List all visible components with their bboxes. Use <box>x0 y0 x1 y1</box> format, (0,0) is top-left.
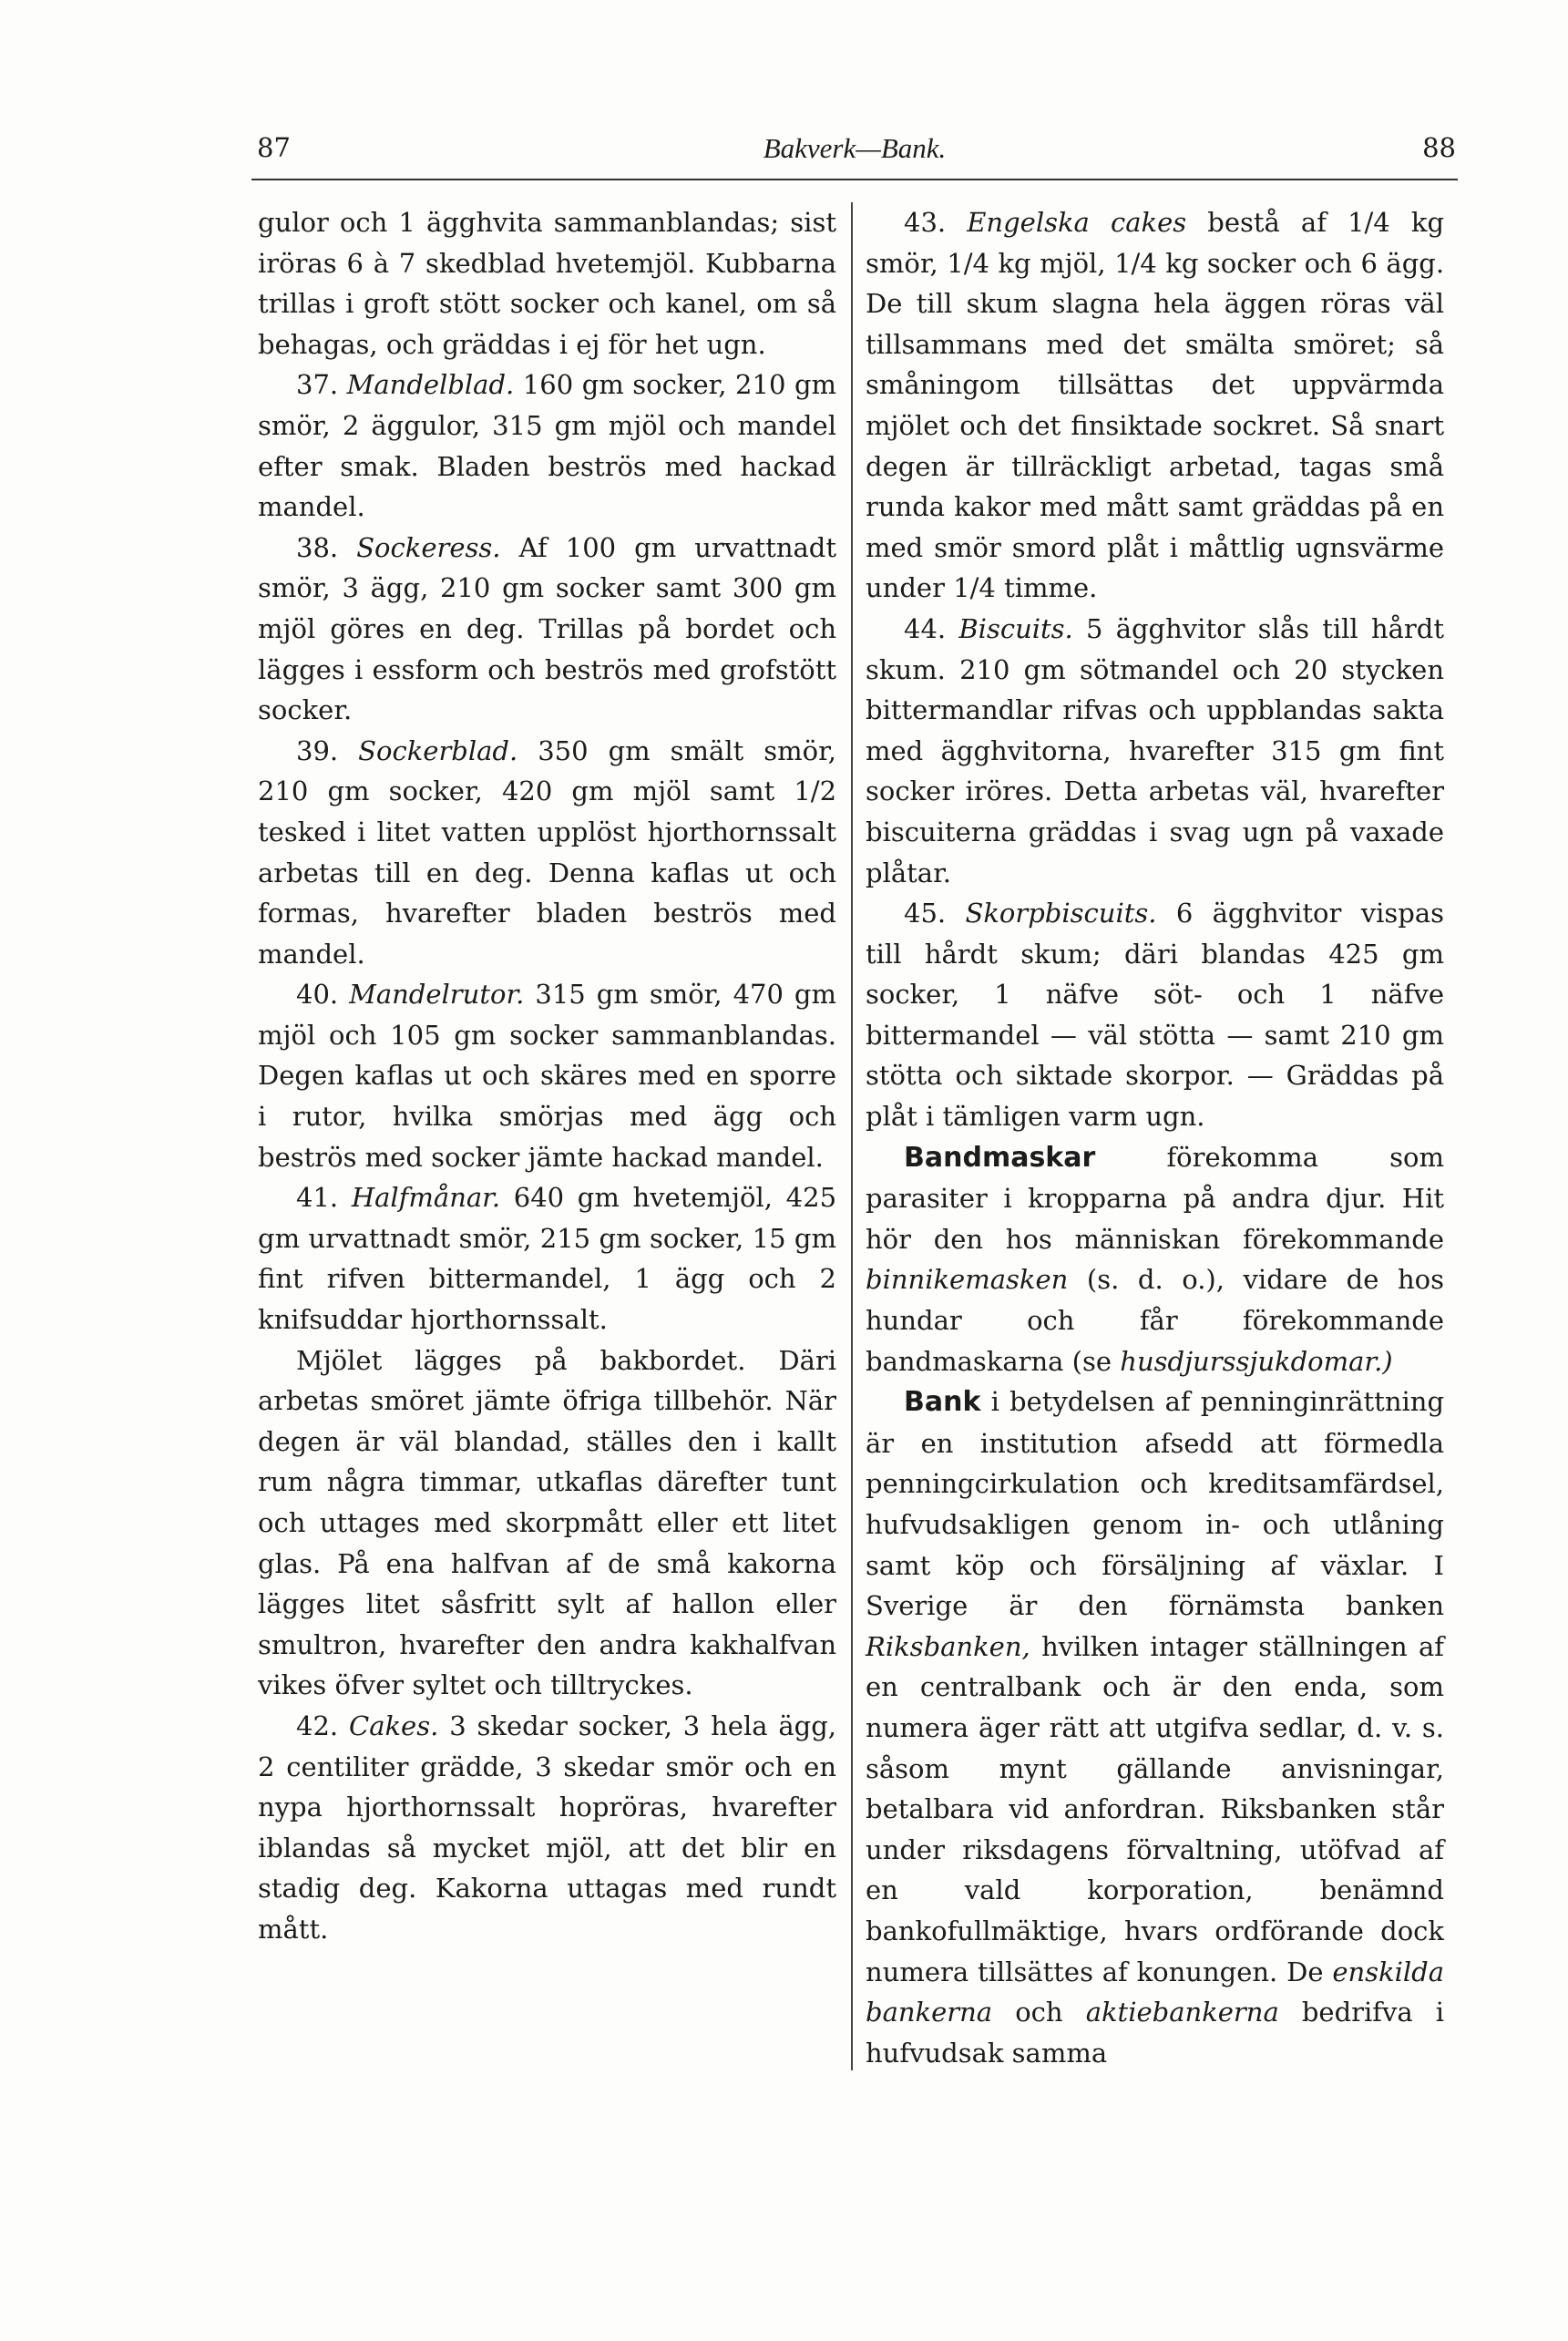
recipe-41-method: Mjölet lägges på bakbordet. Däri arbetas smöret jämte öfriga tillbehör. När degen är väl blandad, ställes den i kallt rum några timmar, utkaflas därefter tunt och uttages med skorpmått eller ett litet glas. På ena halfvan af de små kakorna lägges litet såsfritt sylt af hallon eller smultron, hvarefter den andra kakhalfvan vikes öfver syltet och tilltryckes. <box>258 1344 836 1701</box>
recipe-43: 43. Engelska cakes bestå af 1/4 kg smör, 1/4 kg mjöl, 1/4 kg socker och 6 ägg. De till skum slagna hela äggen röras väl tillsammans med det smälta smöret; så småningom tillsättas det uppvärmda mjölet och det finsiktade sockret. Så snart degen är tillräckligt arbetad, tagas små runda kakor med mått samt gräddas på en med smör smord plåt i måttlig ugnsvärme under 1/4 timme. <box>866 207 1445 604</box>
column-divider <box>851 202 853 2070</box>
headword-bank: Bank <box>904 1386 981 1419</box>
recipe-38: 38. Sockeress. Af 100 gm urvattnadt smör, 3 ägg, 210 gm socker samt 300 gm mjöl göres en deg. Trillas på bordet och lägges i essform och beströs med grofstött socker. <box>258 531 837 726</box>
entry-bank: Bank i betydelsen af penninginrättning är en institution afsedd att förmedla penningcirkulation och kreditsamfärdsel, hufvudsakligen genom in- och utlåning samt köp och försäljning af växlar. I Sverige är den förnämsta banken Riksbanken, hvilken intager ställningen af en centralbank och är den enda, som numera äger rätt att utgifva sedlar, d. v. s. såsom mynt gällande anvisningar, betalbara vid anfordran. Riksbanken står under riksdagens förvaltning, utöfvad af en vald korporation, benämnd bankofullmäktige, hvars ordförande dock numera tillsättes af konungen. De enskilda bankerna och aktiebankerna bedrifva i hufvudsak samma <box>866 1386 1445 2069</box>
recipe-40: 40. Mandelrutor. 315 gm smör, 470 gm mjöl och 105 gm socker sammanblandas. Degen kaflas ut och skäres med en sporre i rutor, hvilka smörjas med ägg och beströs med socker jämte hackad mandel. <box>258 979 836 1173</box>
left-column <box>258 202 836 1950</box>
paragraph-36-continued: gulor och 1 ägghvita sammanblandas; sist iröras 6 à 7 skedblad hvetemjöl. Kubbarna trillas i groft stött socker och kanel, om så behagas, och gräddas i ej för het ugn. <box>258 207 836 360</box>
recipe-39: 39. Sockerblad. 350 gm smält smör, 210 gm socker, 420 gm mjöl samt 1/2 tesked i litet vatten upplöst hjorthornssalt arbetas till en deg. Denna kaflas ut och formas, hvarefter bladen beströs med mandel. <box>258 734 837 970</box>
page-number-left: 87 <box>257 132 291 163</box>
recipe-45: 45. Skorpbiscuits. 6 ägghvitor vispas till hårdt skum; däri blandas 425 gm socker, 1 näfve söt- och 1 näfve bittermandel — väl stötta — samt 210 gm stötta och siktade skorpor. — Gräddas på plåt i tämligen varm ugn. <box>866 898 1445 1133</box>
page-header <box>253 132 1456 178</box>
recipe-42: 42. Cakes. 3 skedar socker, 3 hela ägg, 2 centiliter grädde, 3 skedar smör och en nypa hjorthornssalt hopröras, hvarefter iblandas så mycket mjöl, att det blir en stadig deg. Kakorna uttagas med rundt mått. <box>258 1710 837 1945</box>
running-title: Bakverk—Bank. <box>763 132 947 164</box>
headword-bandmaskar: Bandmaskar <box>904 1141 1096 1174</box>
recipe-37: 37. Mandelblad. 160 gm socker, 210 gm smör, 2 äggulor, 315 gm mjöl och mandel efter smak. Bladen beströs med hackad mandel. <box>258 369 837 523</box>
right-column <box>866 202 1444 2073</box>
recipe-44: 44. Biscuits. 5 ägghvitor slås till hårdt skum. 210 gm sötmandel och 20 stycken bittermandlar rifvas och uppblandas sakta med ägghvitorna, hvarefter 315 gm fint socker iröres. Detta arbetas väl, hvarefter biscuiterna gräddas i svag ugn på vaxade plåtar. <box>866 612 1444 888</box>
page-number-right: 88 <box>1422 132 1456 163</box>
entry-bandmaskar: Bandmaskar förekomma som parasiter i kropparna på andra djur. Hit hör den hos människan förekommande binnikemasken (s. d. o.), vidare de hos hundar och får förekommande bandmaskarna (se husdjurssjukdomar.) <box>866 1141 1444 1377</box>
header-rule <box>251 179 1458 180</box>
recipe-41: 41. Halfmånar. 640 gm hvetemjöl, 425 gm urvattnadt smör, 215 gm socker, 15 gm fint rifven bittermandel, 1 ägg och 2 knifsuddar hjorthornssalt. <box>258 1182 837 1336</box>
